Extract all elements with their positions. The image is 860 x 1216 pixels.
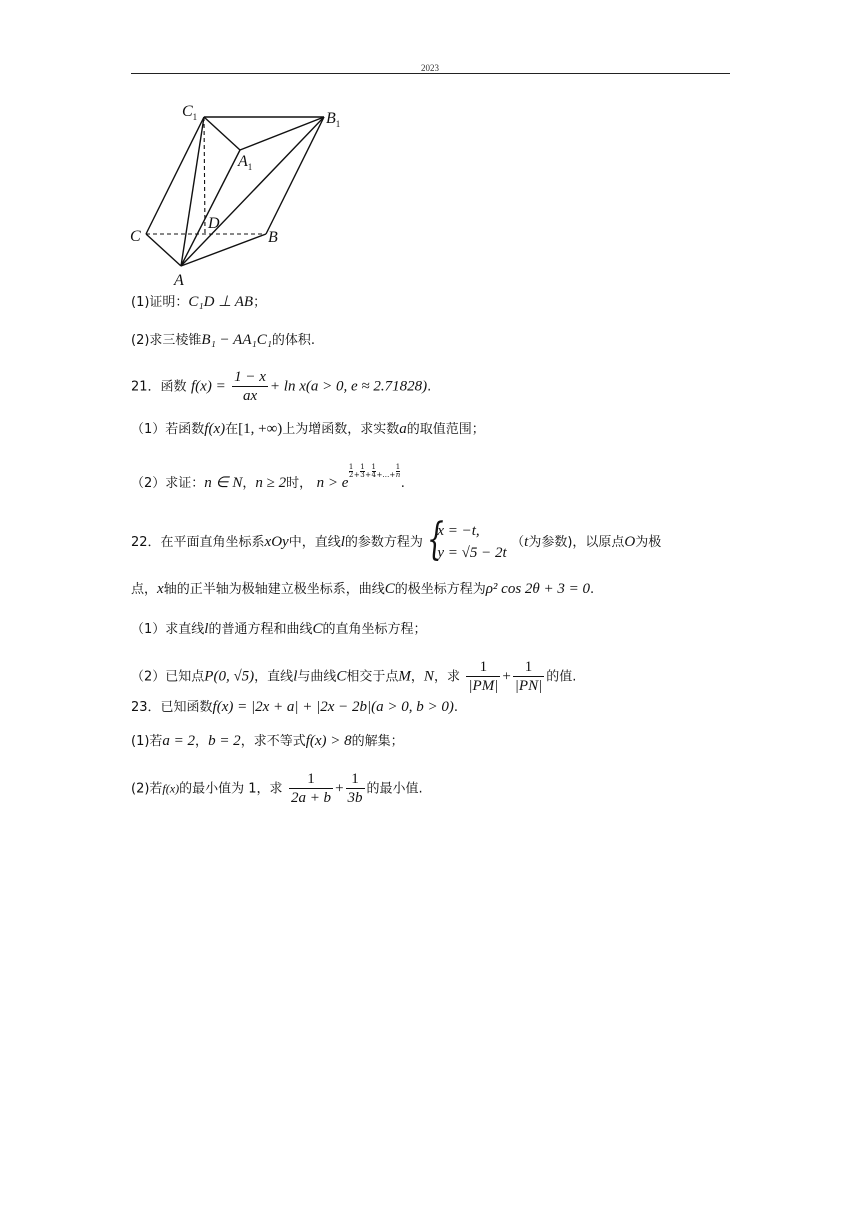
- edge-c1-d-dashed: [204, 117, 205, 234]
- q23-fraction-2: $\frac{1}{3b}$: [347, 771, 363, 806]
- header-year: 2023: [421, 63, 439, 73]
- edge-a-b: [181, 234, 266, 266]
- q20-part1: (1)证明：C₁D ⊥ AB；: [131, 294, 267, 310]
- edge-c-a: [146, 234, 181, 266]
- label-b: B: [268, 229, 278, 246]
- q23-part1: (1)若a = 2，b = 2，求不等式f(x) > 8的解集；: [131, 733, 404, 749]
- q23-part2: (2)若f(x)的最小值为 1，求 $\frac{1}{2a + b}$ + $\frac{1}{3b}$ 的最小值.: [131, 771, 423, 806]
- q22-fraction-pn: $\frac{1}{|PN|}$: [514, 659, 543, 694]
- q23-fraction-1: $\frac{1}{2a + b}$: [290, 771, 332, 806]
- q21-stem: 21．函数 f(x) = $\frac{1 - x}{ax}$ + ln x(a > 0, e ≈ 2.71828).: [131, 369, 432, 404]
- param-equation-system: { x = −t, y = √5 − 2t: [427, 514, 507, 565]
- q22-stem-line2: 点，x轴的正半轴为极轴建立极坐标系，曲线C的极坐标方程为ρ² cos 2θ + 3 = 0.: [131, 581, 595, 597]
- q22-fraction-pm: $\frac{1}{|PM|}$: [468, 659, 499, 694]
- edge-a-b1: [181, 117, 324, 266]
- q20-part2: (2)求三棱锥B₁ − AA₁C₁的体积.: [131, 332, 316, 348]
- q21-part2: （2）求证：n ∈ N，n ≥ 2时， n > e $\frac{1}{2}$ + $\frac{1}{3}$ + $\frac{1}{4}$ +…+ $\frac{1}{n}$ .: [131, 463, 405, 491]
- q21-fraction: $\frac{1 - x}{ax}$: [234, 369, 266, 404]
- label-c: C: [130, 228, 141, 245]
- label-c1: $C_1$: [182, 103, 198, 122]
- label-d: D: [208, 215, 220, 232]
- q23-stem: 23．已知函数f(x) = |2x + a| + |2x − 2b|(a > 0, b > 0).: [131, 699, 459, 715]
- label-a: A: [174, 272, 184, 289]
- edge-a1-b1: [240, 117, 324, 150]
- q22-part2: （2）已知点P(0, √5)，直线l与曲线C相交于点M，N，求 $\frac{1}{|PM|}$ + $\frac{1}{|PN|}$ 的值.: [131, 659, 577, 694]
- header-rule: [131, 73, 730, 74]
- q22-stem-line1: 22．在平面直角坐标系xOy中，直线l的参数方程为 { x = −t, y = √5 − 2t （t为参数)，以原点O为极: [131, 514, 662, 565]
- label-b1: $B_1$: [326, 110, 341, 129]
- q22-part1: （1）求直线l的普通方程和曲线C的直角坐标方程；: [131, 621, 427, 637]
- edge-c1-a1: [204, 117, 240, 150]
- label-a1: $A_1$: [238, 153, 253, 172]
- exponent-series: $\frac{1}{2}$ + $\frac{1}{3}$ + $\frac{1}{4}$ +…+ $\frac{1}{n}$: [348, 463, 401, 479]
- prism-figure: [128, 100, 368, 290]
- q21-part1: （1）若函数f(x)在[1, +∞)上为增函数，求实数a的取值范围；: [131, 421, 485, 437]
- edge-b-b1: [266, 117, 324, 234]
